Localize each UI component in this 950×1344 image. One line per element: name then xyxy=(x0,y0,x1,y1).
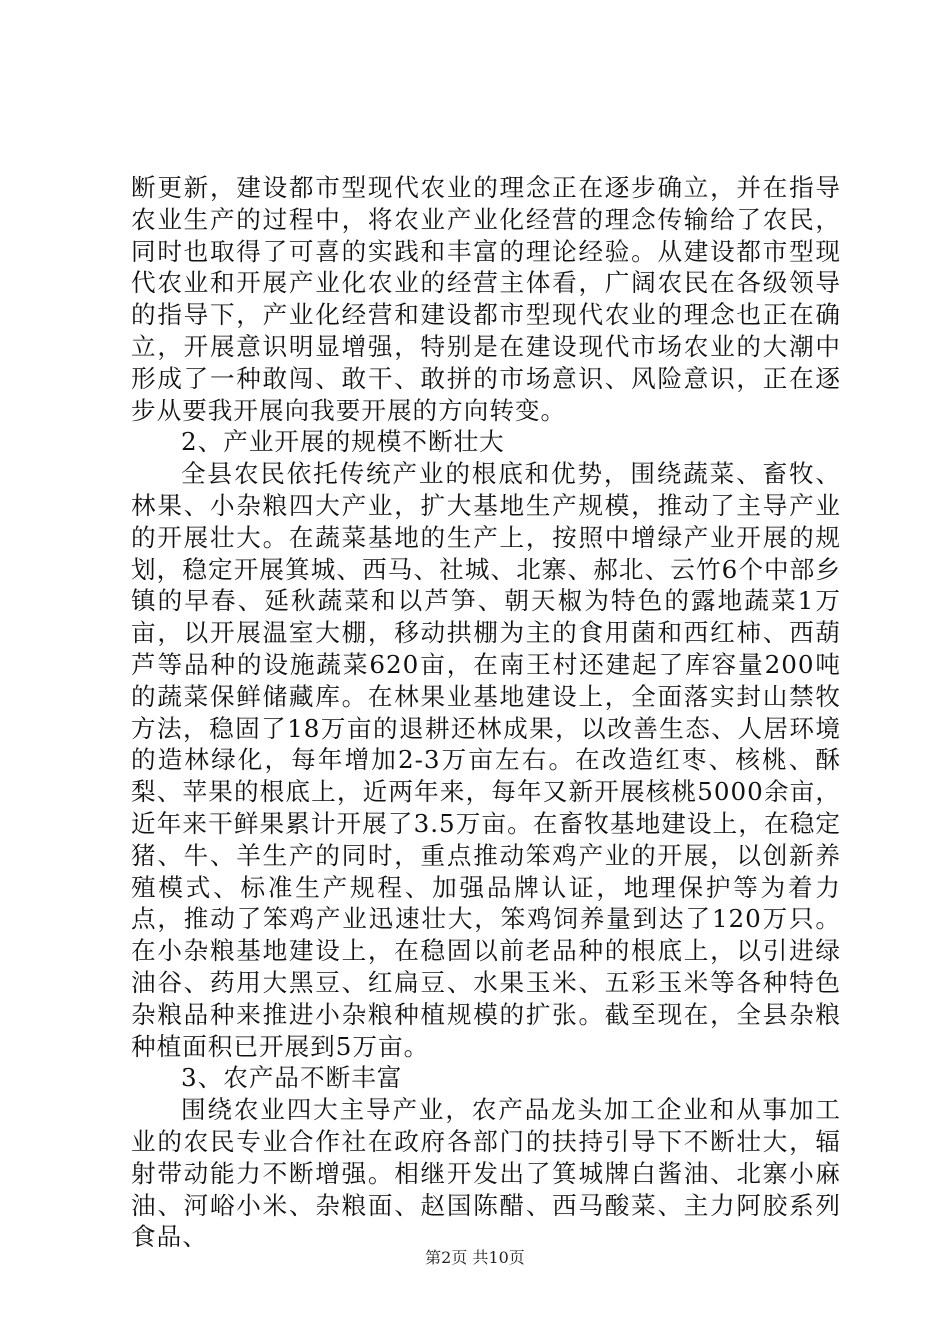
section-heading-3: 3、农产品不断丰富 xyxy=(181,1063,403,1093)
page-footer: 第2页 共10页 xyxy=(425,1248,525,1267)
paragraph-1: 断更新，建设都市型现代农业的理念正在逐步确立，并在指导农业生产的过程中，将农业产业化经营的理念传输给了农民，同时也取得了可喜的实践和丰富的理论经验。从建设都市型现代农业和开展产业化农业的经营主体看，广阔农民在各级领导的指导下，产业化经营和建设都市型现代农业的理念也正在确立，开展意识明显增强，特别是在建设现代市场农业的大潮中形成了一种敢闯、敢干、敢拼的市场意识、风险意识，正在逐步从要我开展向我要开展的方向转变。 xyxy=(131,173,841,425)
document-body xyxy=(131,172,841,1253)
paragraph-2: 全县农民依托传统产业的根底和优势，围绕蔬菜、畜牧、林果、小杂粮四大产业，扩大基地生产规模，推动了主导产业的开展壮大。在蔬菜基地的生产上，按照中增绿产业开展的规划，稳定开展箕城、西马、社城、北寨、郝北、云竹6个中部乡镇的早春、延秋蔬菜和以芦笋、朝天椒为特色的露地蔬菜1万亩，以开展温室大棚，移动拱棚为主的食用菌和西红柿、西葫芦等品种的设施蔬菜620亩，在南王村还建起了库容量200吨的蔬菜保鲜储藏库。在林果业基地建设上，全面落实封山禁牧方法，稳固了18万亩的退耕还林成果，以改善生态、人居环境的造林绿化，每年增加2-3万亩左右。在改造红枣、核桃、酥梨、苹果的根底上，近两年来，每年又新开展核桃5000余亩，近年来干鲜果累计开展了3.5万亩。在畜牧基地建设上，在稳定猪、牛、羊生产的同时，重点推动笨鸡产业的开展，以创新养殖模式、标准生产规程、加强品牌认证，地理保护等为着力点，推动了笨鸡产业迅速壮大，笨鸡饲养量到达了120万只。在小杂粮基地建设上，在稳固以前老品种的根底上，以引进绿油谷、药用大黑豆、红扁豆、水果玉米、五彩玉米等各种特色杂粮品种来推进小杂粮种植规模的扩张。截至现在，全县杂粮种植面积已开展到5万亩。 xyxy=(131,459,841,1061)
paragraph-3: 围绕农业四大主导产业，农产品龙头加工企业和从事加工业的农民专业合作社在政府各部门的扶持引导下不断壮大，辐射带动能力不断增强。相继开发出了箕城牌白酱油、北寨小麻油、河峪小米、杂粮面、赵国陈醋、西马酸菜、主力阿胶系列食品、 xyxy=(131,1095,841,1252)
section-heading-2: 2、产业开展的规模不断壮大 xyxy=(181,427,505,457)
